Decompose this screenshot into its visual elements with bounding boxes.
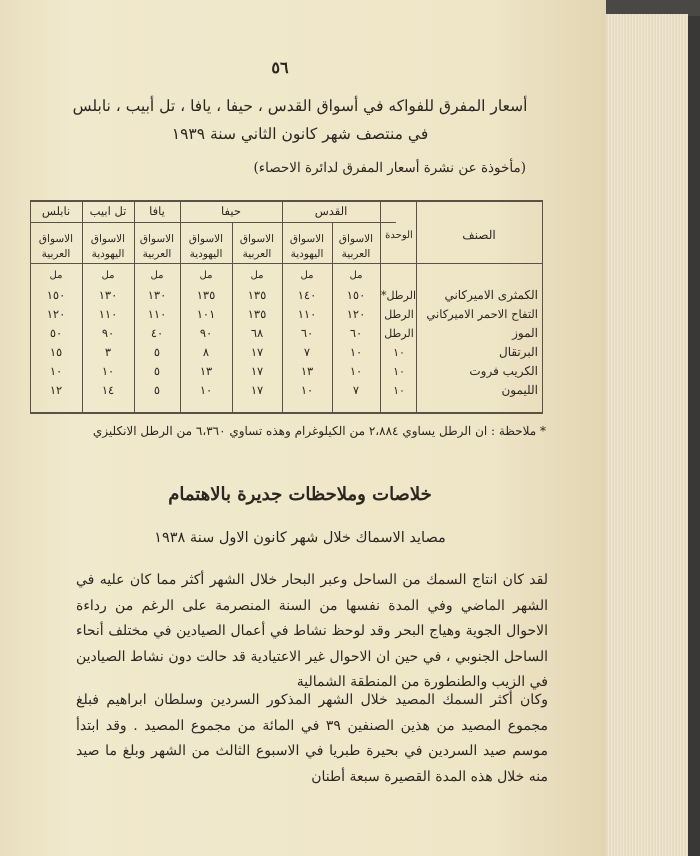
row-value: ١٣٠ [147,288,167,302]
page-number: ٥٦ [271,58,289,77]
table-border-right [542,200,543,414]
row-value: ١٢٠ [346,307,366,321]
row-value: ١٧ [250,383,264,397]
section-heading: خلاصات وملاحظات جديرة بالاهتمام [168,484,432,505]
row-value: ٥ [153,364,161,378]
mil-label: مل [150,270,164,281]
section-subheading: مصايد الاسماك خلال شهر كانون الاول سنة ١٩٣٨ [154,530,446,546]
mil-label: مل [250,270,264,281]
row-value: ٩٠ [199,326,213,340]
price-table [30,200,542,414]
row-value: ١٠ [349,364,363,378]
row-value: ٨ [202,345,210,359]
row-value: ٦٠ [300,326,314,340]
row-value: ١٥٠ [346,288,366,302]
sub-header-jewish: الاسواق اليهودية [90,233,126,260]
row-value: ١٠ [300,383,314,397]
row-value: ١٥ [49,345,63,359]
row-item: الليمون [501,383,538,397]
row-unit: الرطل [384,327,414,340]
mil-label: مل [49,270,63,281]
row-value: ١٤٠ [297,288,317,302]
header-city-haifa: حيفا [221,204,241,218]
table-footnote: * ملاحظة : ان الرطل يساوي ٢،٨٨٤ من الكيلوغرام وهذه تساوي ٦،٣٦٠ من الرطل الانكليزي [92,424,546,438]
row-value: ١٢ [49,383,63,397]
row-unit: الرطل* [380,289,416,302]
row-unit: ١٠ [393,365,405,378]
row-value: ٧ [352,383,360,397]
row-item: الكمثرى الاميركاني [444,288,538,302]
header-city-jaffa: يافا [149,204,165,218]
row-value: ٥٠ [49,326,63,340]
paragraph: وكان أكثر السمك المصيد خلال الشهر المذكور السردين وسلطان ابراهيم فبلغ مجموع المصيد من هذين الصنفين ٣٩ في المائة من مجموع المصيد . وقد ابتدأ موسم صيد السردين في بحيرة طبريا في الاسبوع الثالث من الشهر وبلغ ما صيد منه خلال هذه المدة القصيرة سبعة أطنان [76,692,548,785]
header-city-nablus: نابلس [41,204,71,218]
sub-header-jewish: الاسواق اليهودية [188,233,224,260]
row-value: ١٧ [250,364,264,378]
header-city-telaviv: تل ابيب [89,204,127,218]
row-value: ١٣٠ [98,288,118,302]
sub-header-arab: الاسواق العربية [338,233,374,260]
row-value: ٧ [303,345,311,359]
page-edges [594,14,688,856]
row-unit: ١٠ [393,384,405,397]
table-rule-bottom2 [30,413,542,414]
mil-label: مل [349,270,363,281]
col-sep-unit [380,200,381,414]
table-title: أسعار المفرق للفواكه في أسواق القدس ، حيفا ، يافا ، تل أبيب ، نابلس [72,97,528,115]
sub-header-arab: الاسواق العربية [139,233,175,260]
sub-header-arab: الاسواق العربية [239,233,275,260]
col-sep-item [416,200,417,414]
row-value: ٣ [104,345,112,359]
row-value: ٩٠ [101,326,115,340]
row-value: ٥ [153,383,161,397]
row-item: الموز [512,326,538,340]
row-value: ٥ [153,345,161,359]
row-value: ١٤ [101,383,115,397]
row-value: ١٠ [349,345,363,359]
row-value: ١٣ [300,364,314,378]
row-item: التفاح الاحمر الاميركاني [426,307,538,321]
row-unit: الرطل [384,308,414,321]
row-value: ١٥٠ [46,288,66,302]
mil-label: مل [199,270,213,281]
header-city-quds: القدس [314,204,348,218]
row-value: ١٠ [49,364,63,378]
table-title-date: في منتصف شهر كانون الثاني سنة ١٩٣٩ [171,125,429,143]
row-value: ١٧ [250,345,264,359]
table-rule-cities [30,222,396,223]
header-unit: الوحدة [385,230,413,241]
row-value: ١٣٥ [247,307,267,321]
row-item: الكريب فروت [469,364,538,378]
header-item: الصنف [462,228,496,242]
row-value: ٦٨ [250,326,264,340]
row-value: ٦٠ [349,326,363,340]
table-source: (مأخوذة عن نشرة أسعار المفرق لدائرة الاحصاء) [253,160,526,176]
row-unit: ١٠ [393,346,405,359]
row-value: ١١٠ [147,307,167,321]
row-value: ١٠١ [196,307,216,321]
row-value: ١٢٠ [46,307,66,321]
table-rule-header [30,263,542,264]
mil-label: مل [101,270,115,281]
paragraph: لقد كان انتاج السمك من الساحل وعبر البحار خلال الشهر أكثر مما كان عليه في الشهر الماضي وفي المدة نفسها من السنة المنصرمة على الرغم من رداءة الاحوال الجوية وهياج البحر وقد لوحظ نشاط في أعمال الصيادين في مختلف أنحاء الساحل الجنوبي ، في حين ان الاحوال غير الاعتيادية قد حالت دون نشاط الصيادين في الزيب والطنطورة من المنطقة الشمالية [76,572,548,690]
mil-label: مل [300,270,314,281]
row-value: ١٣٥ [247,288,267,302]
sub-header-arab: الاسواق العربية [38,233,74,260]
row-value: ٤٠ [150,326,164,340]
row-value: ١٣٥ [196,288,216,302]
row-value: ١١٠ [297,307,317,321]
row-value: ١١٠ [98,307,118,321]
sub-header-jewish: الاسواق اليهودية [289,233,325,260]
row-value: ١٠ [101,364,115,378]
row-value: ١٣ [199,364,213,378]
row-value: ١٠ [199,383,213,397]
table-rule-top2 [30,201,542,202]
row-item: البرتقال [498,345,538,359]
